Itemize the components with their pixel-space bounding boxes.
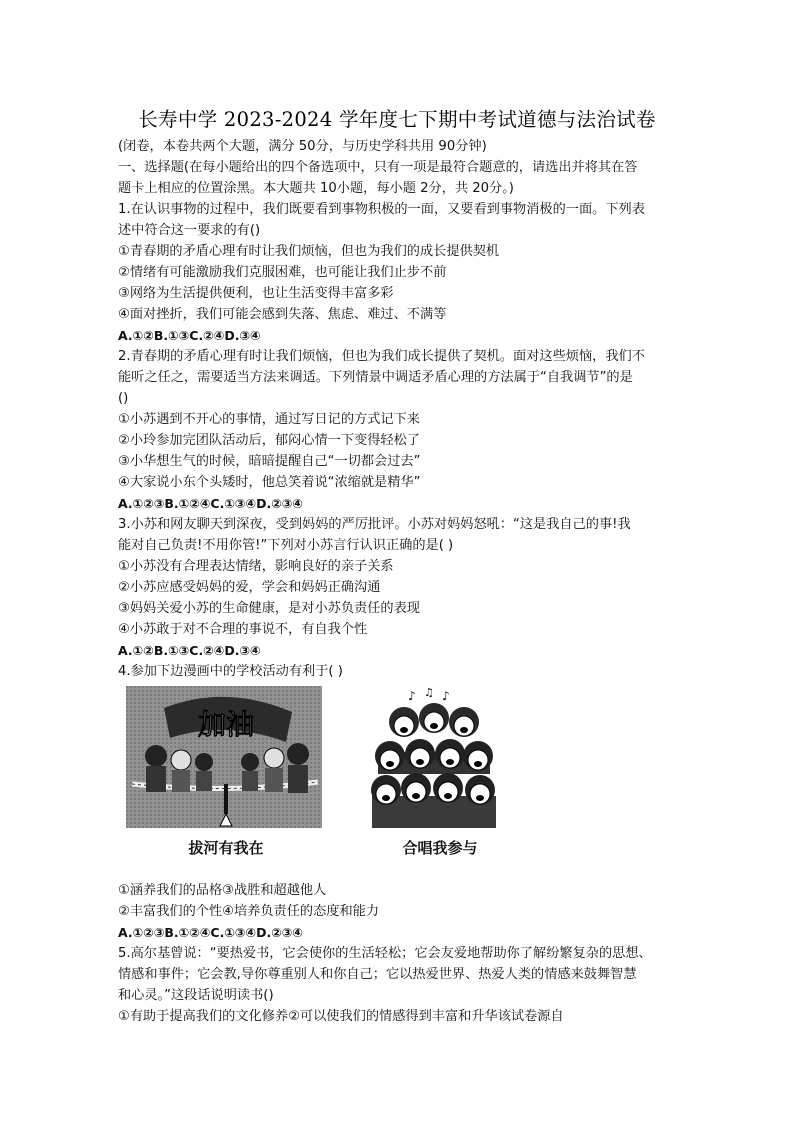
question-stem-line: () bbox=[118, 391, 129, 406]
exam-body bbox=[118, 136, 678, 1027]
question-item: ②丰富我们的个性④培养负责任的态度和能力 bbox=[118, 904, 380, 919]
question-stem-line: 和心灵。”这段话说明读书() bbox=[118, 988, 274, 1003]
question-item: ④大家说小东个头矮时，他总笑着说“浓缩就是精华” bbox=[118, 475, 421, 490]
answer-options: A.①②③B.①②④C.①③④D.②③④ bbox=[118, 925, 303, 940]
choir-illustration bbox=[350, 686, 510, 831]
question-stem-line: 情感和事件；它会教,导你尊重别人和你自己；它以热爱世界、热爱人类的情感来鼓舞智慧 bbox=[118, 967, 637, 982]
music-note-icon: ♪ bbox=[408, 689, 416, 703]
question-stem-line: 能听之任之，需要适当方法来调适。下列情景中调适矛盾心理的方法属于“自我调节”的是 bbox=[118, 370, 633, 385]
question-stem-line: 能对自己负责!不用你管!”下列对小苏言行认识正确的是( ) bbox=[118, 538, 454, 553]
question-3 bbox=[118, 514, 678, 661]
cheer-sign-text: 加油 bbox=[197, 708, 255, 741]
answer-options: A.①②B.①③C.②④D.③④ bbox=[118, 643, 261, 658]
question-item: ④小苏敢于对不合理的事说不，有自我个性 bbox=[118, 622, 368, 637]
exam-title: 长寿中学 2023-2024 学年度七下期中考试道德与法治试卷 bbox=[138, 108, 656, 131]
question-stem-line: 1.在认识事物的过程中，我们既要看到事物积极的一面，又要看到事物消极的一面。下列表 bbox=[118, 202, 645, 217]
exam-intro: (闭卷，本卷共两个大题，满分 50分，与历史学科共用 90分钟) bbox=[118, 139, 487, 154]
question-5 bbox=[118, 943, 678, 1027]
question-stem-line: 4.参加下边漫画中的学校活动有利于( ) bbox=[118, 664, 343, 679]
section-heading-line-2: 题卡上相应的位置涂黑。本大题共 10小题，每小题 2分，共 20分。) bbox=[118, 181, 514, 196]
question-item: ③妈妈关爱小苏的生命健康，是对小苏负责任的表现 bbox=[118, 601, 420, 616]
question-stem-line: 述中符合这一要求的有() bbox=[118, 223, 261, 238]
question-stem-line: 5.高尔基曾说：“要热爱书，它会使你的生活轻松；它会友爱地帮助你了解纷繁复杂的思想、 bbox=[118, 946, 652, 961]
question-item: ③网络为生活提供便利，也让生活变得丰富多彩 bbox=[118, 286, 394, 301]
question-item: ④面对挫折，我们可能会感到失落、焦虑、难过、不满等 bbox=[118, 307, 447, 322]
tug-of-war-cartoon bbox=[126, 686, 322, 828]
comic-figure bbox=[118, 686, 678, 874]
question-item: ①有助于提高我们的文化修养②可以使我们的情感得到丰富和升华该试卷源自 bbox=[118, 1009, 564, 1024]
question-item: ①小苏没有合理表达情绪，影响良好的亲子关系 bbox=[118, 559, 394, 574]
question-item: ③小华想生气的时候，暗暗提醒自己“一切都会过去” bbox=[118, 454, 421, 469]
question-1 bbox=[118, 199, 678, 346]
choir-caption: 合唱我参与 bbox=[402, 839, 478, 857]
svg-text:♪: ♪ bbox=[442, 689, 450, 703]
answer-options: A.①②B.①③C.②④D.③④ bbox=[118, 328, 261, 343]
section-heading-line-1: 一、选择题(在每小题给出的四个备选项中，只有一项是最符合题意的，请选出并将其在答 bbox=[118, 160, 638, 175]
svg-text:♫: ♫ bbox=[424, 686, 434, 699]
question-item: ②小苏应感受妈妈的爱，学会和妈妈正确沟通 bbox=[118, 580, 381, 595]
question-item: ①小苏遇到不开心的事情，通过写日记的方式记下来 bbox=[118, 412, 420, 427]
choir-cartoon bbox=[350, 686, 510, 831]
question-4 bbox=[118, 661, 678, 943]
question-item: ②情绪有可能激励我们克服困难，也可能让我们止步不前 bbox=[118, 265, 447, 280]
answer-options: A.①②③B.①②④C.①③④D.②③④ bbox=[118, 496, 303, 511]
tug-of-war-caption: 拔河有我在 bbox=[188, 839, 264, 857]
question-item: ①青春期的矛盾心理有时让我们烦恼，但也为我们的成长提供契机 bbox=[118, 244, 500, 259]
question-item: ①涵养我们的品格③战胜和超越他人 bbox=[118, 883, 327, 898]
question-stem-line: 2.青春期的矛盾心理有时让我们烦恼，但也为我们成长提供了契机。面对这些烦恼，我们不 bbox=[118, 349, 645, 364]
question-item: ②小玲参加完团队活动后，郁闷心情一下变得轻松了 bbox=[118, 433, 420, 448]
question-2 bbox=[118, 346, 678, 514]
question-stem-line: 3.小苏和网友聊天到深夜，受到妈妈的严厉批评。小苏对妈妈怒吼：“这是我自己的事!我 bbox=[118, 517, 631, 532]
tug-of-war-illustration bbox=[126, 686, 322, 828]
